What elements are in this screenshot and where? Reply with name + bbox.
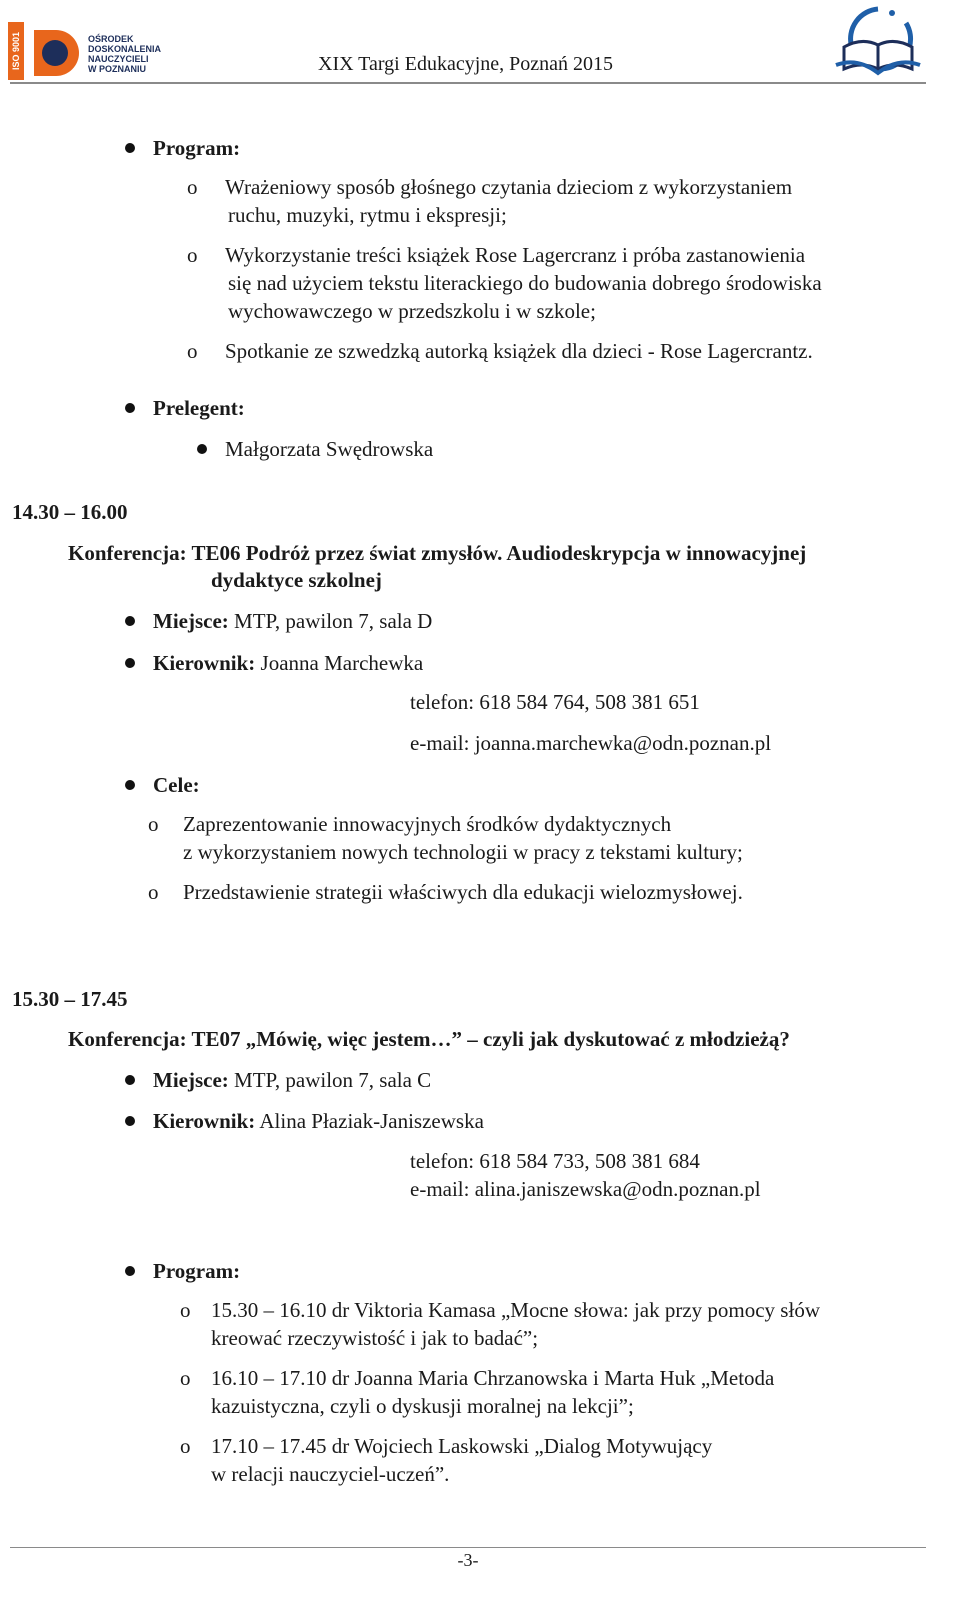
program-item-line: kazuistyczna, czyli o dyskusji moralnej na lekcji”;	[211, 1394, 634, 1418]
bullet	[197, 444, 207, 454]
list-marker: o	[180, 1298, 191, 1322]
goal-item-line: Zaprezentowanie innowacyjnych środków dydaktycznych	[183, 812, 672, 836]
manager-email: e-mail: alina.janiszewska@odn.poznan.pl	[410, 1177, 761, 1201]
header-title: XIX Targi Edukacyjne, Poznań 2015	[318, 53, 614, 75]
logo-text	[88, 34, 161, 74]
bullet	[125, 1266, 135, 1276]
goals-label: Cele:	[153, 773, 200, 797]
program-item-line: Spotkanie ze szwedzką autorką książek dla dzieci - Rose Lagercrantz.	[225, 339, 813, 363]
manager-phone: telefon: 618 584 733, 508 381 684	[410, 1149, 700, 1173]
conference-title: Konferencja: TE07 „Mówię, więc jestem…” – czyli jak dyskutować z młodzieżą?	[68, 1027, 790, 1051]
venue-line	[153, 607, 432, 635]
iso-badge	[8, 22, 24, 80]
bullet	[125, 403, 135, 413]
list-marker: o	[187, 243, 198, 267]
logo-line: NAUCZYCIELI	[88, 54, 149, 64]
venue-label: Miejsce:	[153, 1068, 229, 1092]
conference-title-cont: dydaktyce szkolnej	[211, 568, 382, 592]
venue-value: MTP, pawilon 7, sala C	[228, 1068, 432, 1092]
program-item-line: 16.10 – 17.10 dr Joanna Maria Chrzanowska i Marta Huk „Metoda	[211, 1366, 775, 1390]
goal-item-line: z wykorzystaniem nowych technologii w pracy z tekstami kultury;	[183, 840, 743, 864]
session-time: 14.30 – 16.00	[12, 500, 128, 524]
program-item-line: 15.30 – 16.10 dr Viktoria Kamasa „Mocne słowa: jak przy pomocy słów	[211, 1298, 820, 1322]
program-item-line: wychowawczego w przedszkolu i w szkole;	[228, 299, 596, 323]
bullet	[125, 143, 135, 153]
manager-phone: telefon: 618 584 764, 508 381 651	[410, 690, 700, 714]
program-item-line: kreować rzeczywistość i jak to badać”;	[211, 1326, 539, 1350]
list-marker: o	[148, 812, 159, 836]
conference-title: Konferencja: TE06 Podróż przez świat zmysłów. Audiodeskrypcja w innowacyjnej	[68, 541, 807, 565]
page-number: -3-	[457, 1550, 479, 1570]
venue-value: MTP, pawilon 7, sala D	[228, 609, 433, 633]
manager-value: Alina Płaziak-Janiszewska	[255, 1109, 484, 1133]
iso-badge-text: ISO 9001	[11, 31, 21, 71]
bullet	[125, 658, 135, 668]
program-item-line: Wykorzystanie treści książek Rose Lagercranz i próba zastanowienia	[225, 243, 806, 267]
manager-line	[153, 1107, 484, 1135]
manager-email: e-mail: joanna.marchewka@odn.poznan.pl	[410, 731, 772, 755]
program-item-line: 17.10 – 17.45 dr Wojciech Laskowski „Dialog Motywujący	[211, 1434, 713, 1458]
logo-line: DOSKONALENIA	[88, 44, 162, 54]
goal-item-line: Przedstawienie strategii właściwych dla edukacji wielozmysłowej.	[183, 880, 743, 904]
logo-line: OŚRODEK	[88, 34, 134, 44]
session-time: 15.30 – 17.45	[12, 987, 128, 1011]
book-logo-icon	[832, 3, 924, 83]
manager-label: Kierownik:	[153, 651, 256, 675]
program-item-line: ruchu, muzyki, rytmu i ekspresji;	[228, 203, 507, 227]
list-marker: o	[180, 1366, 191, 1390]
bullet	[125, 1075, 135, 1085]
bullet	[125, 616, 135, 626]
prelegent-label: Prelegent:	[153, 396, 245, 420]
program-label: Program:	[153, 136, 241, 160]
manager-label: Kierownik:	[153, 1109, 256, 1133]
program-item-line: się nad użyciem tekstu literackiego do budowania dobrego środowiska	[228, 271, 822, 295]
logo-line: W POZNANIU	[88, 64, 146, 74]
bullet	[125, 1116, 135, 1126]
program-item-line: Wrażeniowy sposób głośnego czytania dzieciom z wykorzystaniem	[225, 175, 793, 199]
manager-line	[153, 649, 423, 677]
manager-value: Joanna Marchewka	[255, 651, 424, 675]
program-label: Program:	[153, 1259, 241, 1283]
list-marker: o	[187, 339, 198, 363]
footer-rule	[10, 1547, 926, 1548]
prelegent-name: Małgorzata Swędrowska	[225, 437, 434, 461]
list-marker: o	[180, 1434, 191, 1458]
bullet	[125, 780, 135, 790]
list-marker: o	[148, 880, 159, 904]
odn-emblem-icon	[28, 26, 82, 80]
list-marker: o	[187, 175, 198, 199]
program-item-line: w relacji nauczyciel-uczeń”.	[211, 1462, 450, 1486]
venue-line	[153, 1066, 431, 1094]
odn-logo	[8, 22, 162, 82]
header-rule	[10, 82, 926, 84]
venue-label: Miejsce:	[153, 609, 229, 633]
